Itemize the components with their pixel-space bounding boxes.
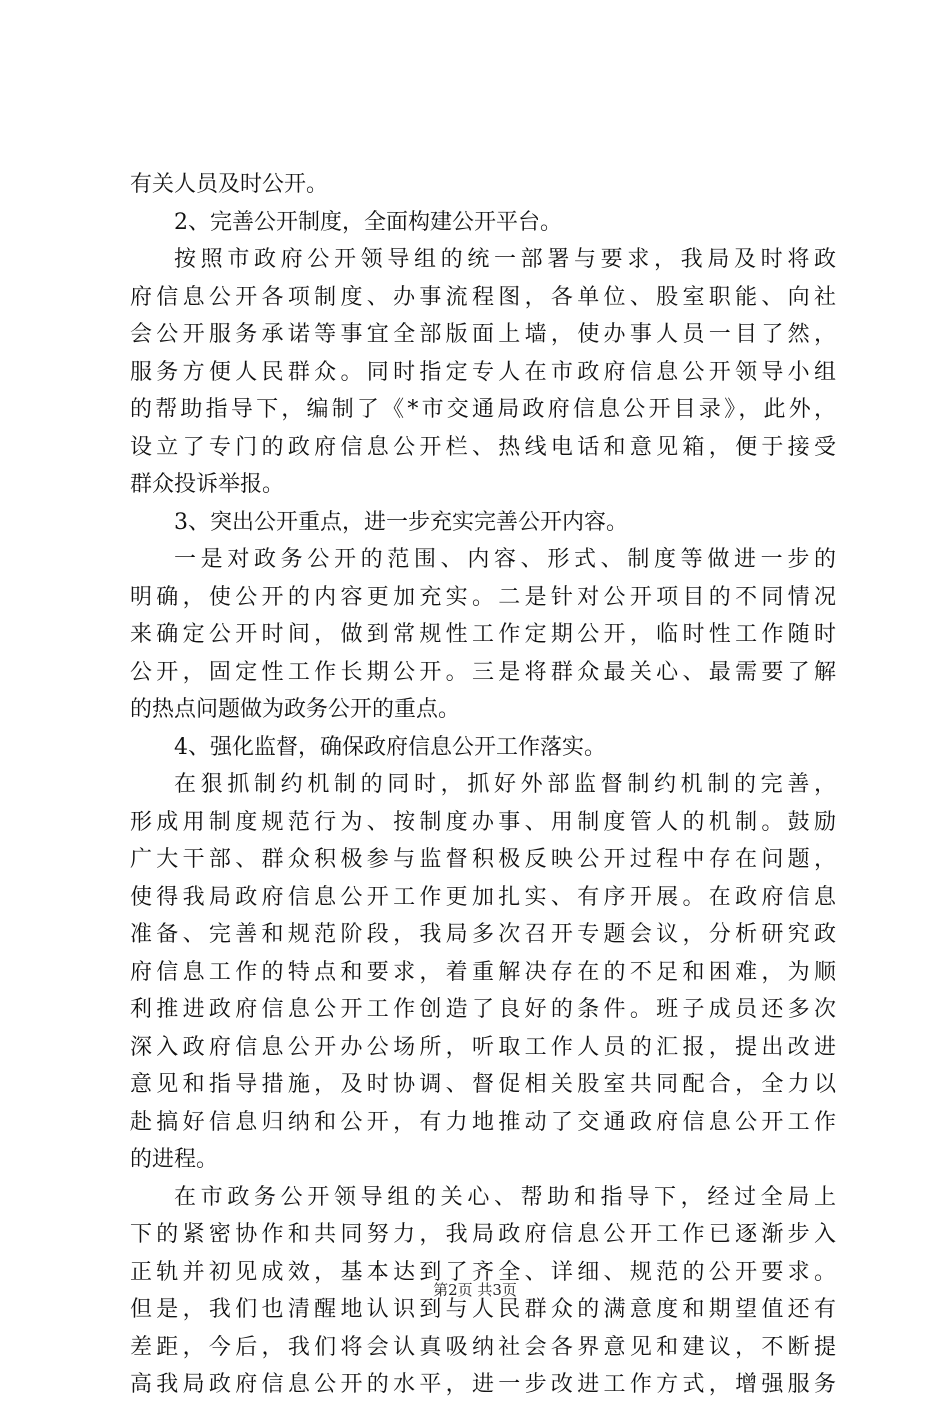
text-line: 群众投诉举报。: [130, 472, 285, 497]
text-line: 府信息公开各项制度、办事流程图，各单位、股室职能、向社: [130, 284, 836, 310]
text-line: 服务方便人民群众。同时指定专人在市政府信息公开领导小组: [130, 359, 836, 385]
text-line: 利推进政府信息公开工作创造了良好的条件。班子成员还多次: [130, 997, 836, 1022]
text-line: 赴搞好信息归纳和公开，有力地推动了交通政府信息公开工作: [130, 1109, 836, 1135]
text-line: 一是对政务公开的范围、内容、形式、制度等做进一步的: [174, 547, 836, 572]
text-line: 府信息工作的特点和要求，着重解决存在的不足和困难，为顺: [130, 959, 836, 985]
text-line: 但是，我们也清醒地认识到与人民群众的满意度和期望值还有: [130, 1297, 836, 1322]
text-line: 意见和指导措施，及时协调、督促相关股室共同配合，全力以: [130, 1072, 836, 1097]
text-line: 在市政务公开领导组的关心、帮助和指导下，经过全局上: [174, 1184, 836, 1210]
section-heading: 2、完善公开制度，全面构建公开平台。: [174, 209, 562, 235]
text-line: 明确，使公开的内容更加充实。二是针对公开项目的不同情况: [130, 584, 836, 610]
text-line: 设立了专门的政府信息公开栏、热线电话和意见箱，便于接受: [130, 434, 836, 460]
text-line: 的热点问题做为政务公开的重点。: [130, 697, 461, 722]
text-line: 有关人员及时公开。: [130, 172, 329, 197]
text-line: 正轨并初见成效，基本达到了齐全、详细、规范的公开要求。: [130, 1259, 836, 1285]
text-line: 差距，今后，我们将会认真吸纳社会各界意见和建议，不断提: [130, 1334, 836, 1360]
text-line: 准备、完善和规范阶段，我局多次召开专题会议，分析研究政: [130, 922, 836, 947]
text-line: 按照市政府公开领导组的统一部署与要求，我局及时将政: [174, 247, 836, 272]
text-line: 形成用制度规范行为、按制度办事、用制度管人的机制。鼓励: [130, 809, 836, 835]
text-line: 深入政府信息公开办公场所，听取工作人员的汇报，提出改进: [130, 1034, 836, 1060]
text-line: 会公开服务承诺等事宜全部版面上墙，使办事人员一目了然，: [130, 322, 836, 347]
page-number-footer: 第2页 共3页: [433, 1281, 517, 1299]
text-line: 来确定公开时间，做到常规性工作定期公开，临时性工作随时: [130, 622, 836, 647]
text-line: 的进程。: [130, 1147, 219, 1172]
text-line: 公开，固定性工作长期公开。三是将群众最关心、最需要了解: [130, 659, 836, 685]
text-line: 使得我局政府信息公开工作更加扎实、有序开展。在政府信息: [130, 884, 836, 910]
text-line: 广大干部、群众积极参与监督积极反映公开过程中存在问题，: [130, 847, 836, 872]
document-body: [130, 166, 836, 1404]
text-line: 在狠抓制约机制的同时，抓好外部监督制约机制的完善，: [174, 772, 836, 797]
text-line: 下的紧密协作和共同努力，我局政府信息公开工作已逐渐步入: [130, 1222, 836, 1247]
text-line: 高我局政府信息公开的水平，进一步改进工作方式，增强服务: [130, 1372, 836, 1397]
section-heading: 3、突出公开重点，进一步充实完善公开内容。: [174, 509, 628, 535]
text-line: 的帮助指导下，编制了《*市交通局政府信息公开目录》，此外，: [130, 397, 836, 422]
section-heading: 4、强化监督，确保政府信息公开工作落实。: [174, 734, 606, 760]
